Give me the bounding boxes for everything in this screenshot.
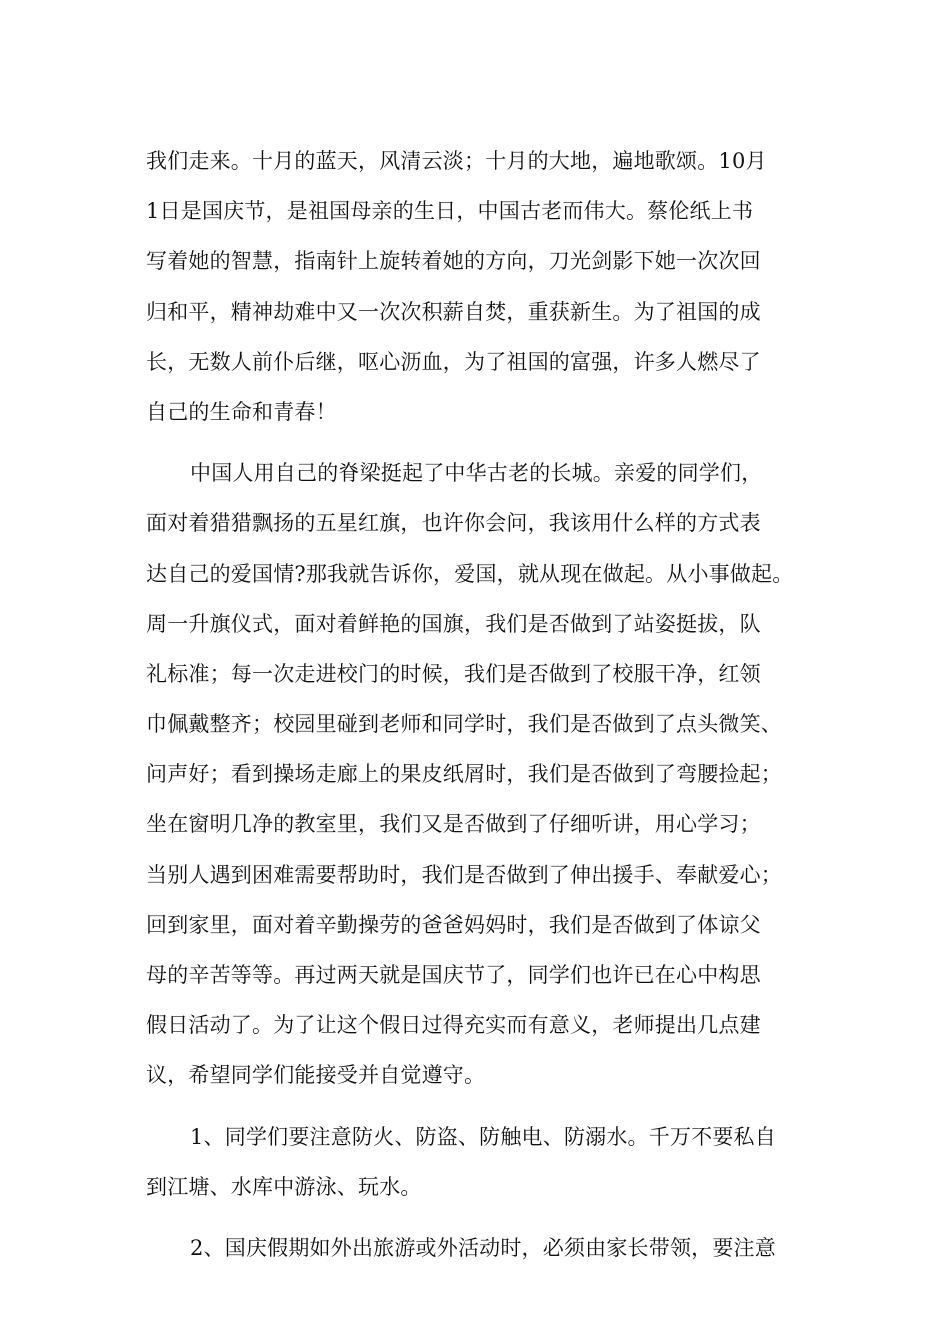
list-item-1-first-line: 1、同学们要注意防火、防盗、防触电、防溺水。千万不要私自 <box>190 1124 776 1149</box>
text-line: 长，无数人前仆后继，呕心沥血，为了祖国的富强，许多人燃尽了 <box>146 349 761 374</box>
text-line: 问声好；看到操场走廊上的果皮纸屑时，我们是否做到了弯腰捡起； <box>146 762 782 787</box>
text-line: 1日是国庆节，是祖国母亲的生日，中国古老而伟大。蔡伦纸上书 <box>146 199 754 224</box>
text-line: 面对着猎猎飘扬的五星红旗，也许你会问，我该用什么样的方式表 <box>146 511 761 536</box>
text-line: 回到家里，面对着辛勤操劳的爸爸妈妈时，我们是否做到了体谅父 <box>146 912 761 937</box>
text-line: 到江塘、水库中游泳、玩水。 <box>146 1174 422 1199</box>
text-line: 归和平，精神劫难中又一次次积薪自焚，重获新生。为了祖国的成 <box>146 299 761 324</box>
text-line: 自己的生命和青春！ <box>146 399 337 424</box>
text-line: 母的辛苦等等。再过两天就是国庆节了，同学们也许已在心中构思 <box>146 963 761 987</box>
text-line: 坐在窗明几净的教室里，我们又是否做到了仔细听讲，用心学习； <box>146 812 761 837</box>
text-line: 当别人遇到困难需要帮助时，我们是否做到了伸出援手、奉献爱心； <box>146 862 782 887</box>
paragraph-first-line: 中国人用自己的脊梁挺起了中华古老的长城。亲爱的同学们， <box>190 461 763 486</box>
text-line: 我们走来。十月的蓝天，风清云淡；十月的大地，遍地歌颂。10月 <box>146 149 767 173</box>
list-item-2-first-line: 2、国庆假期如外出旅游或外活动时，必须由家长带领，要注意 <box>190 1235 776 1260</box>
text-line: 周一升旗仪式，面对着鲜艳的国旗，我们是否做到了站姿挺拔，队 <box>146 611 761 636</box>
text-line: 假日活动了。为了让这个假日过得充实而有意义，老师提出几点建 <box>146 1013 761 1038</box>
text-line: 礼标准；每一次走进校门的时候，我们是否做到了校服干净，红领 <box>146 661 761 686</box>
text-line: 议，希望同学们能接受并自觉遵守。 <box>146 1063 486 1088</box>
text-line: 巾佩戴整齐；校园里碰到老师和同学时，我们是否做到了点头微笑、 <box>146 712 782 737</box>
text-line: 达自己的爱国情?那我就告诉你，爱国，就从现在做起。从小事做起。 <box>146 561 794 586</box>
text-line: 写着她的智慧，指南针上旋转着她的方向，刀光剑影下她一次次回 <box>146 249 761 274</box>
